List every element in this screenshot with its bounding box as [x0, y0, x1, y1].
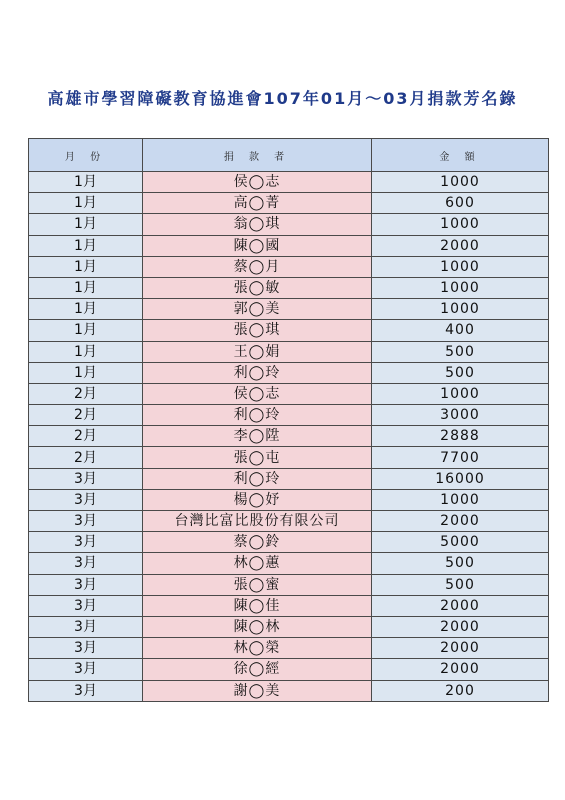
header-amount: 金 額	[372, 139, 549, 172]
amount-cell: 2888	[372, 426, 549, 447]
amount-cell: 1000	[372, 489, 549, 510]
month-cell: 2月	[29, 383, 143, 404]
amount-cell: 1000	[372, 214, 549, 235]
donor-cell: 張◯琪	[143, 320, 372, 341]
month-cell: 2月	[29, 405, 143, 426]
amount-cell: 1000	[372, 277, 549, 298]
month-cell: 3月	[29, 532, 143, 553]
month-cell: 3月	[29, 595, 143, 616]
amount-cell: 500	[372, 574, 549, 595]
month-cell: 1月	[29, 256, 143, 277]
month-cell: 3月	[29, 659, 143, 680]
donor-cell: 高◯菁	[143, 193, 372, 214]
amount-cell: 7700	[372, 447, 549, 468]
table-row	[29, 193, 549, 214]
amount-cell: 1000	[372, 172, 549, 193]
month-cell: 3月	[29, 489, 143, 510]
donor-cell: 蔡◯月	[143, 256, 372, 277]
amount-cell: 1000	[372, 383, 549, 404]
month-cell: 1月	[29, 362, 143, 383]
table-row	[29, 616, 549, 637]
table-row	[29, 574, 549, 595]
amount-cell: 2000	[372, 595, 549, 616]
table-row	[29, 277, 549, 298]
donor-cell: 侯◯志	[143, 383, 372, 404]
donor-cell: 徐◯經	[143, 659, 372, 680]
amount-cell: 500	[372, 341, 549, 362]
donor-cell: 郭◯美	[143, 299, 372, 320]
donation-table	[28, 138, 549, 702]
month-cell: 1月	[29, 235, 143, 256]
donor-cell: 翁◯琪	[143, 214, 372, 235]
amount-cell: 200	[372, 680, 549, 701]
table-row	[29, 362, 549, 383]
month-cell: 3月	[29, 680, 143, 701]
table-row	[29, 595, 549, 616]
donor-cell: 利◯玲	[143, 405, 372, 426]
amount-cell: 2000	[372, 616, 549, 637]
table-header-row	[29, 139, 549, 172]
amount-cell: 5000	[372, 532, 549, 553]
donor-cell: 陳◯佳	[143, 595, 372, 616]
table-row	[29, 383, 549, 404]
month-cell: 1月	[29, 214, 143, 235]
table-row	[29, 299, 549, 320]
table-row	[29, 638, 549, 659]
month-cell: 3月	[29, 553, 143, 574]
donor-cell: 張◯蜜	[143, 574, 372, 595]
month-cell: 3月	[29, 638, 143, 659]
donor-cell: 楊◯妤	[143, 489, 372, 510]
amount-cell: 400	[372, 320, 549, 341]
month-cell: 3月	[29, 468, 143, 489]
month-cell: 1月	[29, 299, 143, 320]
amount-cell: 2000	[372, 511, 549, 532]
table-row	[29, 341, 549, 362]
table-row	[29, 468, 549, 489]
header-donor: 捐 款 者	[143, 139, 372, 172]
table-row	[29, 532, 549, 553]
donor-cell: 謝◯美	[143, 680, 372, 701]
table-row	[29, 320, 549, 341]
document-title: 高雄市學習障礙教育協進會107年01月～03月捐款芳名錄	[47, 89, 518, 108]
donor-cell: 利◯玲	[143, 362, 372, 383]
amount-cell: 500	[372, 553, 549, 574]
donor-cell: 王◯娟	[143, 341, 372, 362]
month-cell: 3月	[29, 574, 143, 595]
amount-cell: 3000	[372, 405, 549, 426]
amount-cell: 2000	[372, 638, 549, 659]
amount-cell: 500	[372, 362, 549, 383]
table-row	[29, 235, 549, 256]
donor-cell: 李◯陞	[143, 426, 372, 447]
month-cell: 1月	[29, 172, 143, 193]
donor-cell: 陳◯國	[143, 235, 372, 256]
month-cell: 1月	[29, 341, 143, 362]
amount-cell: 2000	[372, 235, 549, 256]
table-row	[29, 172, 549, 193]
month-cell: 1月	[29, 277, 143, 298]
amount-cell: 1000	[372, 299, 549, 320]
amount-cell: 2000	[372, 659, 549, 680]
donor-cell: 張◯屯	[143, 447, 372, 468]
table-row	[29, 659, 549, 680]
month-cell: 1月	[29, 320, 143, 341]
donor-cell: 林◯蕙	[143, 553, 372, 574]
table-row	[29, 511, 549, 532]
donor-cell: 台灣比富比股份有限公司	[143, 511, 372, 532]
donor-cell: 張◯敏	[143, 277, 372, 298]
table-row	[29, 680, 549, 701]
table-row	[29, 214, 549, 235]
donor-cell: 林◯榮	[143, 638, 372, 659]
table-row	[29, 447, 549, 468]
table-row	[29, 405, 549, 426]
month-cell: 1月	[29, 193, 143, 214]
amount-cell: 1000	[372, 256, 549, 277]
month-cell: 2月	[29, 447, 143, 468]
amount-cell: 16000	[372, 468, 549, 489]
table-row	[29, 426, 549, 447]
donor-cell: 侯◯志	[143, 172, 372, 193]
table-row	[29, 489, 549, 510]
donor-cell: 蔡◯鈴	[143, 532, 372, 553]
amount-cell: 600	[372, 193, 549, 214]
month-cell: 3月	[29, 616, 143, 637]
table-row	[29, 553, 549, 574]
donor-cell: 利◯玲	[143, 468, 372, 489]
table-row	[29, 256, 549, 277]
header-month: 月 份	[29, 139, 143, 172]
month-cell: 2月	[29, 426, 143, 447]
donor-cell: 陳◯林	[143, 616, 372, 637]
month-cell: 3月	[29, 511, 143, 532]
